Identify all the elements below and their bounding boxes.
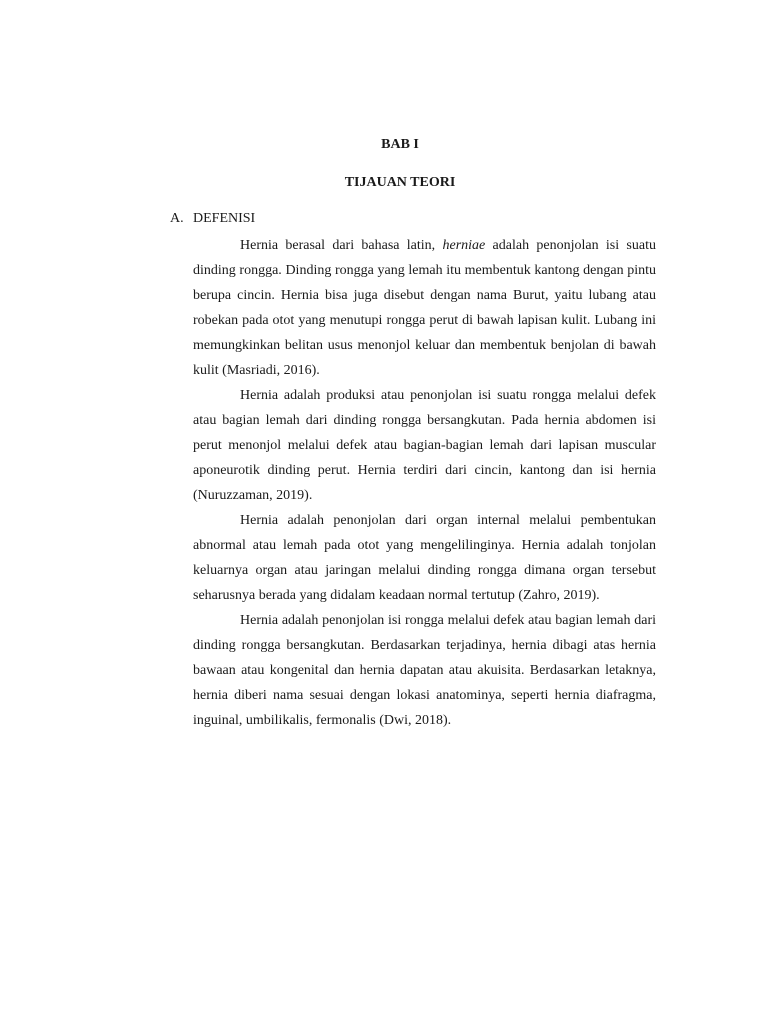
latin-term: herniae bbox=[442, 238, 486, 253]
chapter-heading: BAB I bbox=[381, 137, 419, 152]
paragraph-1-after: adalah penonjolan isi suatu dinding rongga. Dinding rongga yang lemah itu membentuk kantong dengan pintu berupa cincin. Hernia bisa juga disebut dengan nama Burut, yaitu lubang atau robekan pada otot yang menutupi rongga perut di bawah lapisan kulit. Lubang ini memungkinkan belitan usus menonjol keluar dan membentuk benjolan di bawah kulit (Masriadi, 2016). bbox=[193, 238, 656, 378]
body-text bbox=[193, 233, 656, 733]
section-heading bbox=[170, 211, 255, 227]
paragraph-4: Hernia adalah penonjolan isi rongga melalui defek atau bagian lemah dari dinding rongga bersangkutan. Berdasarkan terjadinya, hernia dibagi atas hernia bawaan atau kongenital dan hernia dapatan atau akuisita. Berdasarkan letaknya, hernia diberi nama sesuai dengan lokasi anatominya, seperti hernia diafragma, inguinal, umbilikalis, fermonalis (Dwi, 2018). bbox=[193, 613, 656, 728]
paragraph-3: Hernia adalah penonjolan dari organ internal melalui pembentukan abnormal atau lemah pada otot yang mengelilinginya. Hernia adalah tonjolan keluarnya organ atau jaringan melalui dinding rongga dimana organ tersebut seharusnya berada yang didalam keadaan normal tertutup (Zahro, 2019). bbox=[193, 513, 656, 603]
chapter-title: TIJAUAN TEORI bbox=[344, 175, 456, 190]
paragraph-1-before: Hernia berasal dari bahasa latin, bbox=[240, 238, 443, 253]
section-title: DEFENISI bbox=[193, 211, 256, 226]
paragraph-1 bbox=[193, 233, 656, 383]
section-marker: A. bbox=[170, 211, 184, 226]
paragraph-2: Hernia adalah produksi atau penonjolan isi suatu rongga melalui defek atau bagian lemah dari dinding rongga bersangkutan. Pada hernia abdomen isi perut menonjol melalui defek atau bagian-bagian lemah dari lapisan muscular aponeurotik dinding perut. Hernia terdiri dari cincin, kantong dan isi hernia (Nuruzzaman, 2019). bbox=[193, 388, 656, 503]
